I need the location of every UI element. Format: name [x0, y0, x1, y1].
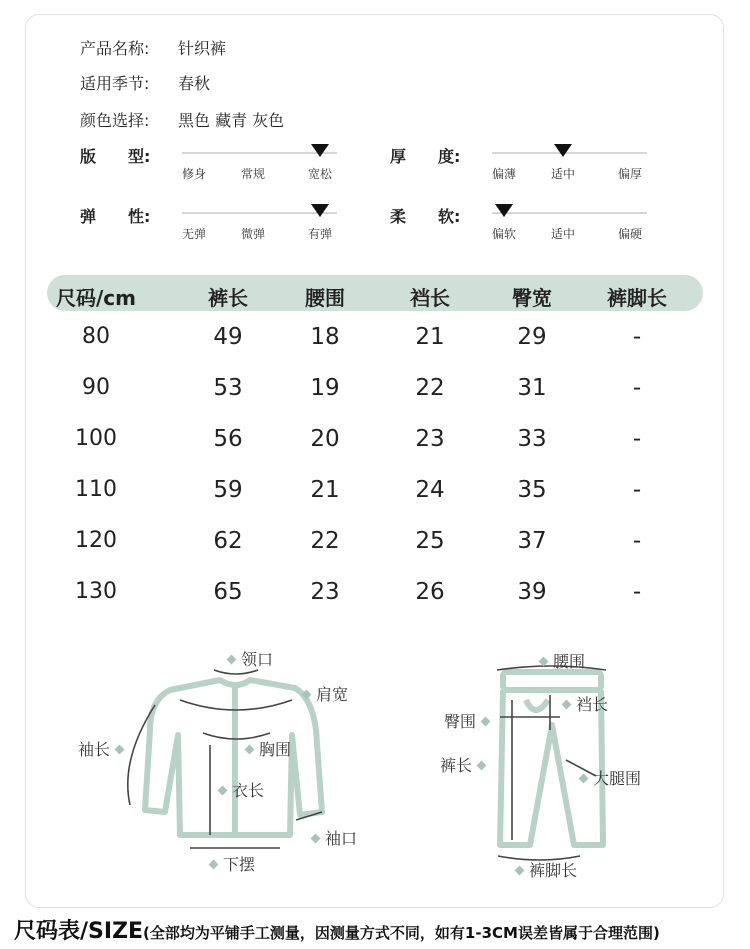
table-cell: 53	[213, 375, 243, 401]
label-thigh: 大腿围	[574, 766, 641, 789]
attribute-label: 版 型:	[80, 147, 151, 166]
attribute-option: 适中	[551, 167, 576, 181]
table-cell: -	[632, 426, 642, 452]
diamond-icon	[515, 866, 525, 876]
diamond-icon	[562, 700, 572, 710]
label-rise: 裆长	[557, 692, 608, 715]
footer-title-text: 尺码表/SIZE	[14, 919, 144, 944]
label-length: 衣长	[213, 778, 264, 801]
diamond-icon	[302, 690, 312, 700]
table-cell: 49	[213, 324, 243, 350]
footer-note: (全部均为平铺手工测量，因测量方式不同，如有1-3CM误差皆属于合理范围)	[143, 924, 660, 942]
table-cell: 22	[310, 528, 340, 554]
label-shoulder: 肩宽	[297, 682, 348, 705]
label-collar: 领口	[222, 647, 273, 670]
diamond-icon	[209, 860, 219, 870]
table-cell: 19	[310, 375, 340, 401]
table-cell: 65	[213, 579, 243, 605]
attribute-option: 宽松	[308, 167, 333, 181]
table-cell: -	[632, 579, 642, 605]
table-cell: 39	[517, 579, 547, 605]
table-cell: 120	[75, 528, 117, 553]
table-cell: 21	[310, 477, 340, 503]
info-label: 适用季节:	[80, 74, 150, 93]
info-value: 黑色 藏青 灰色	[178, 111, 285, 130]
info-value: 针织裤	[178, 39, 227, 58]
table-cell: 130	[75, 579, 117, 604]
label-hem: 下摆	[204, 852, 255, 875]
table-header-cell: 裤脚长	[607, 286, 667, 310]
label-hip: 臀围	[444, 709, 495, 732]
label-cuff: 袖口	[306, 826, 357, 849]
table-cell: 21	[415, 324, 445, 350]
attribute-option: 常规	[241, 167, 266, 181]
table-cell: 80	[82, 324, 110, 349]
info-label: 产品名称:	[80, 39, 150, 58]
diamond-icon	[579, 774, 589, 784]
label-sleeve: 袖长	[78, 737, 129, 760]
diamond-icon	[481, 717, 491, 727]
diamond-icon	[245, 745, 255, 755]
diamond-icon	[227, 655, 237, 665]
table-cell: 37	[517, 528, 547, 554]
attribute-option: 偏硬	[618, 227, 643, 241]
diamond-icon	[311, 834, 321, 844]
attribute-option: 偏软	[492, 227, 517, 241]
table-cell: 35	[517, 477, 547, 503]
attribute-option: 有弹	[308, 227, 333, 241]
table-cell: 23	[310, 579, 340, 605]
table-cell: 100	[75, 426, 117, 451]
table-header-cell: 裆长	[410, 286, 450, 310]
table-cell: 20	[310, 426, 340, 452]
table-cell: 33	[517, 426, 547, 452]
attribute-option: 适中	[551, 227, 576, 241]
table-cell: 59	[213, 477, 243, 503]
attribute-option: 偏厚	[618, 167, 643, 181]
table-cell: 26	[415, 579, 445, 605]
table-cell: -	[632, 477, 642, 503]
table-header-cell: 腰围	[305, 286, 345, 310]
table-cell: 25	[415, 528, 445, 554]
table-cell: 29	[517, 324, 547, 350]
attribute-option: 微弹	[241, 227, 266, 241]
table-header-cell: 尺码/cm	[56, 286, 136, 310]
table-cell: -	[632, 324, 642, 350]
attribute-label: 弹 性:	[80, 207, 151, 226]
table-cell: 110	[75, 477, 117, 502]
table-cell: -	[632, 528, 642, 554]
diamond-icon	[218, 786, 228, 796]
attribute-option: 修身	[182, 167, 207, 181]
table-cell: 56	[213, 426, 243, 452]
table-cell: 18	[310, 324, 340, 350]
footer-title	[14, 914, 660, 945]
table-cell: 24	[415, 477, 445, 503]
info-label: 颜色选择:	[80, 111, 150, 130]
attribute-option: 无弹	[182, 227, 207, 241]
table-cell: 62	[213, 528, 243, 554]
attribute-label: 柔 软:	[390, 207, 461, 226]
label-pants-length: 裤长	[440, 753, 491, 776]
attribute-option: 偏薄	[492, 167, 517, 181]
jacket-outline	[145, 680, 322, 835]
info-value: 春秋	[178, 74, 211, 93]
table-cell: 31	[517, 375, 547, 401]
table-cell: 90	[82, 375, 110, 400]
table-cell: 22	[415, 375, 445, 401]
label-leg-opening: 裤脚长	[510, 858, 577, 881]
table-header-cell: 臀宽	[512, 286, 552, 310]
diamond-icon	[477, 761, 487, 771]
label-waist: 腰围	[534, 649, 585, 672]
table-cell: -	[632, 375, 642, 401]
table-header-cell: 裤长	[208, 286, 248, 310]
label-chest: 胸围	[240, 737, 291, 760]
table-cell: 23	[415, 426, 445, 452]
diamond-icon	[539, 657, 549, 667]
attribute-label: 厚 度:	[390, 147, 461, 166]
diamond-icon	[115, 745, 125, 755]
